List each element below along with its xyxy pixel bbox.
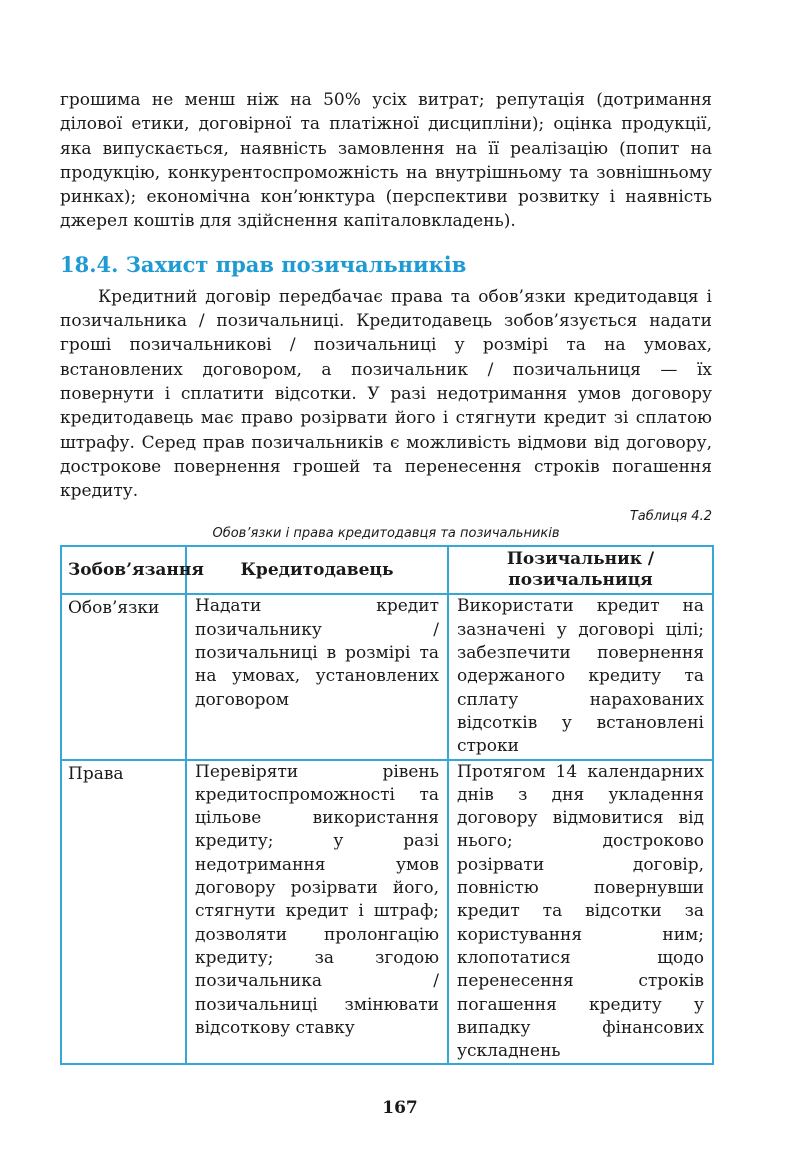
table-caption: Обов’язки і права кредитодавця та позичальників (212, 526, 560, 542)
cell-borrower-obligations: Використати кредит на зазначені у договорі цілі; забезпечити повернення одержаного кредиту та сплату нарахованих відсотків у встановлені строки (448, 594, 713, 759)
obligations-rights-table (60, 545, 714, 1065)
header-borrower: Позичальник / позичальниця (448, 546, 713, 594)
table-row (61, 594, 713, 759)
row-label-obligations: Обов’язки (61, 594, 186, 759)
header-lender: Кредитодавець (186, 546, 448, 594)
row-label-rights: Права (61, 760, 186, 1065)
cell-lender-rights: Перевіряти рівень кредитоспроможності та цільове використання кредиту; у разі недотримання умов договору розірвати його, стягнути кредит і штраф; дозволяти пролонгацію кредиту; за згодою позичальника / позичальниці змінювати відсоткову ставку (186, 760, 448, 1065)
header-obligation: Зобов’язання (61, 546, 186, 594)
page-body (60, 88, 712, 1065)
cell-lender-obligations: Надати кредит позичальнику / позичальниці в розмірі та на умовах, установлених договором (186, 594, 448, 759)
section-heading: 18.4. Захист прав позичальників (60, 251, 467, 277)
table-header-row (61, 546, 713, 594)
page-number: 167 (382, 1098, 418, 1118)
table-number: Таблиця 4.2 (629, 509, 712, 525)
section-paragraph: Кредитний договір передбачає права та обов’язки кредитодавця і позичальника / позичальниці. Кредитодавець зобов’язується надати гроші позичальникові / позичальниці у розмірі та на умовах, встановлених договором, а позичальник / позичальниця — їх повернути і сплатити відсотки. У разі недотримання умов договору кредитодавець має право розірвати його і стягнути кредит зі сплатою штрафу. Серед прав позичальників є можливість відмови від договору, дострокове повернення грошей та перенесення строків погашення кредиту. (60, 286, 712, 502)
intro-paragraph: грошима не менш ніж на 50% усіх витрат; репутація (дотримання ділової етики, договірної та платіжної дисципліни); оцінка продукції, яка випускається, наявність замовлення на її реалізацію (попит на продукцію, конкурентоспроможність на внутрішньому та зовнішньому ринках); економічна кон’юнктура (перспективи розвитку і наявність джерел коштів для здійснення капіталовкладень). (60, 90, 712, 232)
table-row (61, 760, 713, 1065)
cell-borrower-rights: Протягом 14 календарних днів з дня укладення договору відмовитися від нього; достроково розірвати договір, повністю повернувши кредит та відсотки за користування ним; клопотатися щодо перенесення строків погашення кредиту у випадку фінансових ускладнень (448, 760, 713, 1065)
